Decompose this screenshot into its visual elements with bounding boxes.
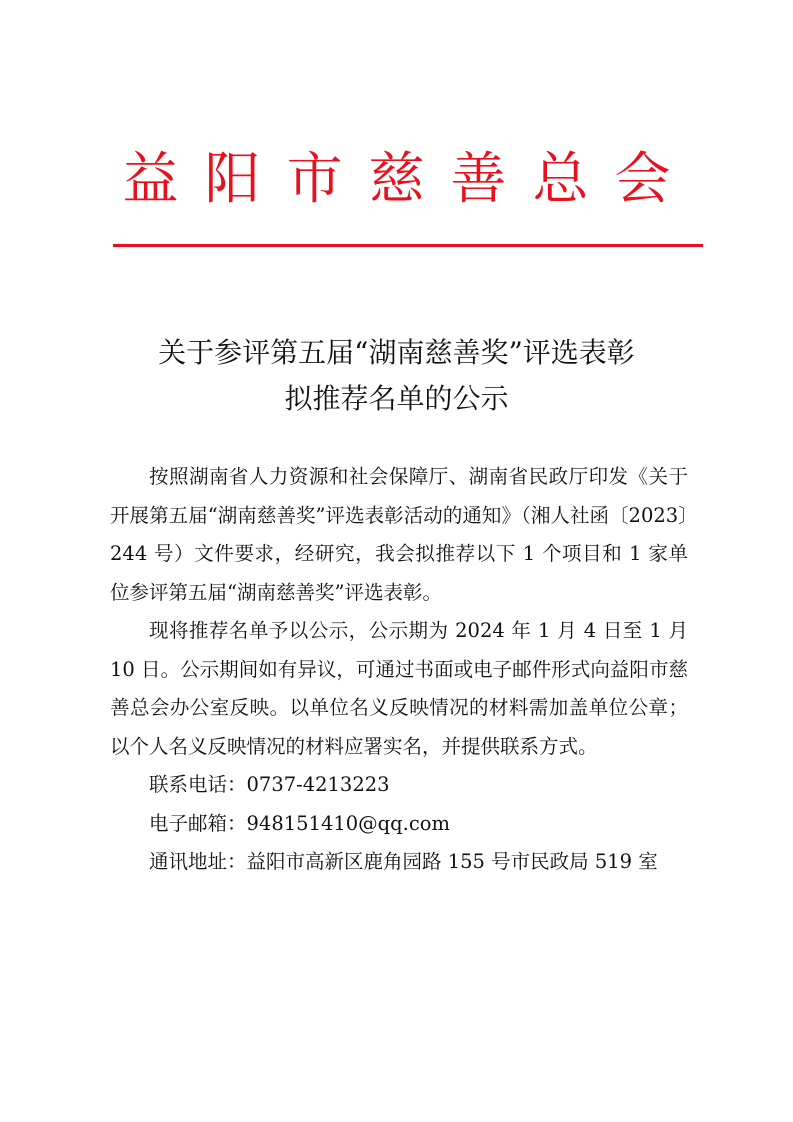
- contact-phone: 联系电话：0737-4213223: [149, 773, 390, 796]
- organization-header: 益阳市慈善总会: [122, 147, 697, 212]
- contact-email: 电子邮箱：948151410@qq.com: [149, 811, 450, 835]
- document-title: [0, 330, 793, 422]
- document-title-line-1: 关于参评第五届“湖南慈善奖”评选表彰: [158, 336, 635, 369]
- document-title-line-2: 拟推荐名单的公示: [284, 382, 509, 415]
- contact-address: 通讯地址：益阳市高新区鹿角园路 155 号市民政局 519 室: [149, 850, 658, 873]
- body-paragraph-1: 按照湖南省人力资源和社会保障厅、湖南省民政厅印发《关于开展第五届“湖南慈善奖”评选表彰活动的通知》（湘人社函〔2023〕244 号）文件要求，经研究，我会拟推荐以下 1 个项目和 1 家单位参评第五届“湖南慈善奖”评选表彰。: [110, 465, 688, 604]
- document-body: [110, 458, 688, 882]
- body-paragraph-2: 现将推荐名单予以公示，公示期为 2024 年 1 月 4 日至 1 月 10 日。公示期间如有异议，可通过书面或电子邮件形式向益阳市慈善总会办公室反映。以单位名义反映情况的材料需加盖单位公章；以个人名义反映情况的材料应署实名，并提供联系方式。: [110, 619, 688, 758]
- red-header-rule: [113, 244, 703, 247]
